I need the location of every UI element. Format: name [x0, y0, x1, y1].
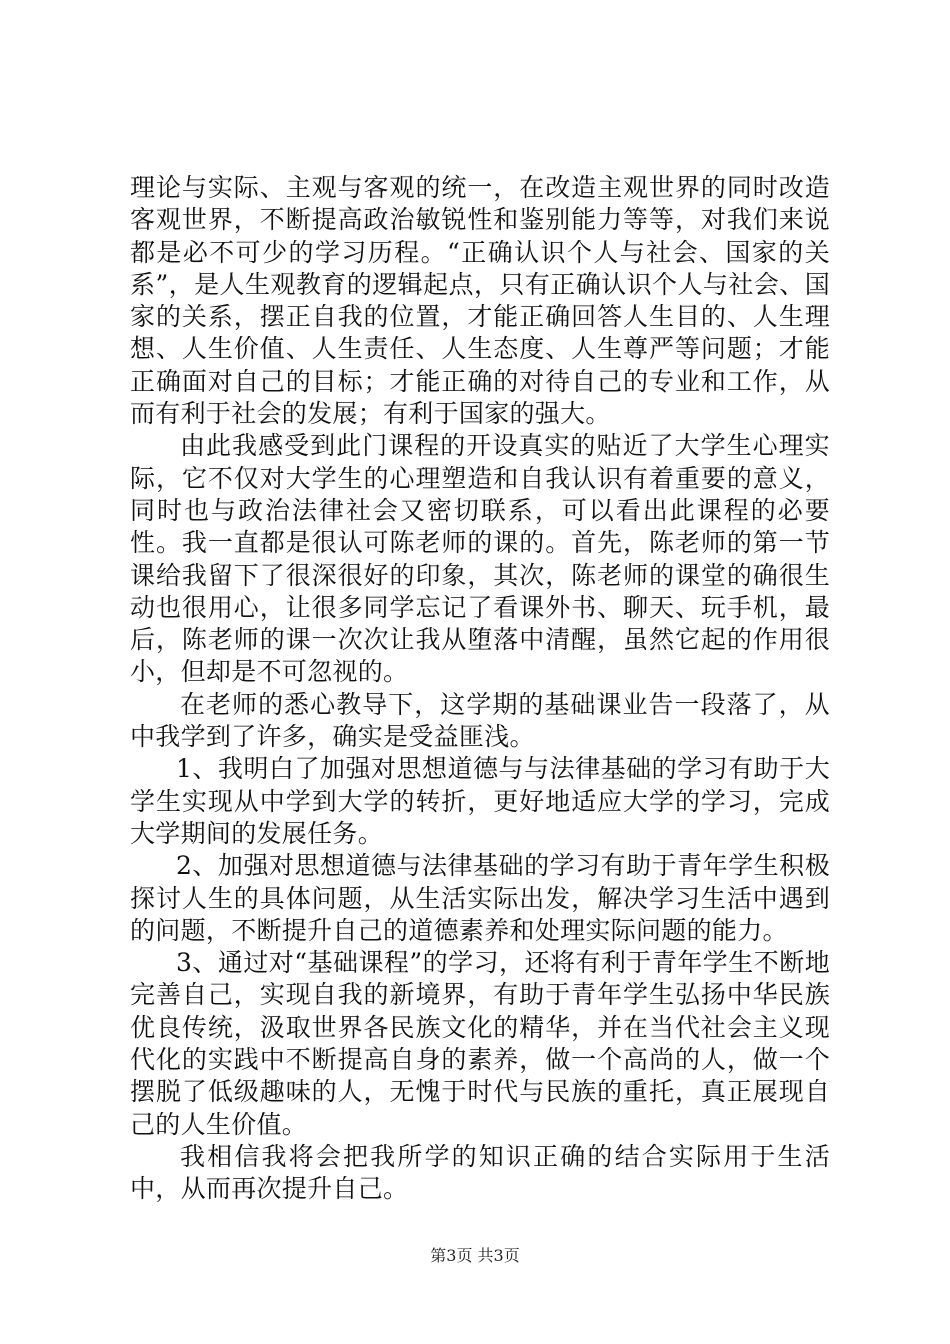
- paragraph-continuation: 理论与实际、主观与客观的统一，在改造主观世界的同时改造客观世界，不断提高政治敏锐性和鉴别能力等等，对我们来说都是必不可少的学习历程。“正确认识个人与社会、国家的关系”，是人生观教育的逻辑起点，只有正确认识个人与社会、国家的关系，摆正自我的位置，才能正确回答人生目的、人生理想、人生价值、人生责任、人生态度、人生尊严等问题；才能正确面对自己的目标；才能正确的对待自己的专业和工作，从而有利于社会的发展；有利于国家的强大。: [130, 173, 830, 429]
- document-body: [130, 172, 830, 1206]
- paragraph-conclusion: 我相信我将会把我所学的知识正确的结合实际用于生活中，从而再次提升自己。: [130, 1141, 830, 1204]
- page-number-indicator: 第3页 共3页: [430, 1246, 520, 1265]
- paragraph-point-3: 3、通过对“基础课程”的学习，还将有利于青年学生不断地完善自己，实现自我的新境界，有助于青年学生弘扬中华民族优良传统，汲取世界各民族文化的精华，并在当代社会主义现代化的实践中不断提高自身的素养，做一个高尚的人，做一个摆脱了低级趣味的人，无愧于时代与民族的重托，真正展现自己的人生价值。: [130, 948, 830, 1139]
- paragraph-point-1: 1、我明白了加强对思想道德与与法律基础的学习有助于大学生实现从中学到大学的转折，更好地适应大学的学习，完成大学期间的发展任务。: [130, 754, 830, 848]
- paragraph-course-reflection: 由此我感受到此门课程的开设真实的贴近了大学生心理实际，它不仅对大学生的心理塑造和自我认识有着重要的意义，同时也与政治法律社会又密切联系，可以看出此课程的必要性。我一直都是很认可陈老师的课的。首先，陈老师的第一节课给我留下了很深很好的印象，其次，陈老师的课堂的确很生动也很用心，让很多同学忘记了看课外书、聊天、玩手机，最后，陈老师的课一次次让我从堕落中清醒，虽然它起的作用很小，但却是不可忽视的。: [130, 431, 830, 687]
- paragraph-teacher-guidance: 在老师的悉心教导下，这学期的基础课业告一段落了，从中我学到了许多，确实是受益匪浅。: [130, 689, 830, 752]
- page-footer: [0, 1243, 950, 1266]
- paragraph-point-2: 2、加强对思想道德与法律基础的学习有助于青年学生积极探讨人生的具体问题，从生活实际出发，解决学习生活中遇到的问题，不断提升自己的道德素养和处理实际问题的能力。: [130, 851, 830, 945]
